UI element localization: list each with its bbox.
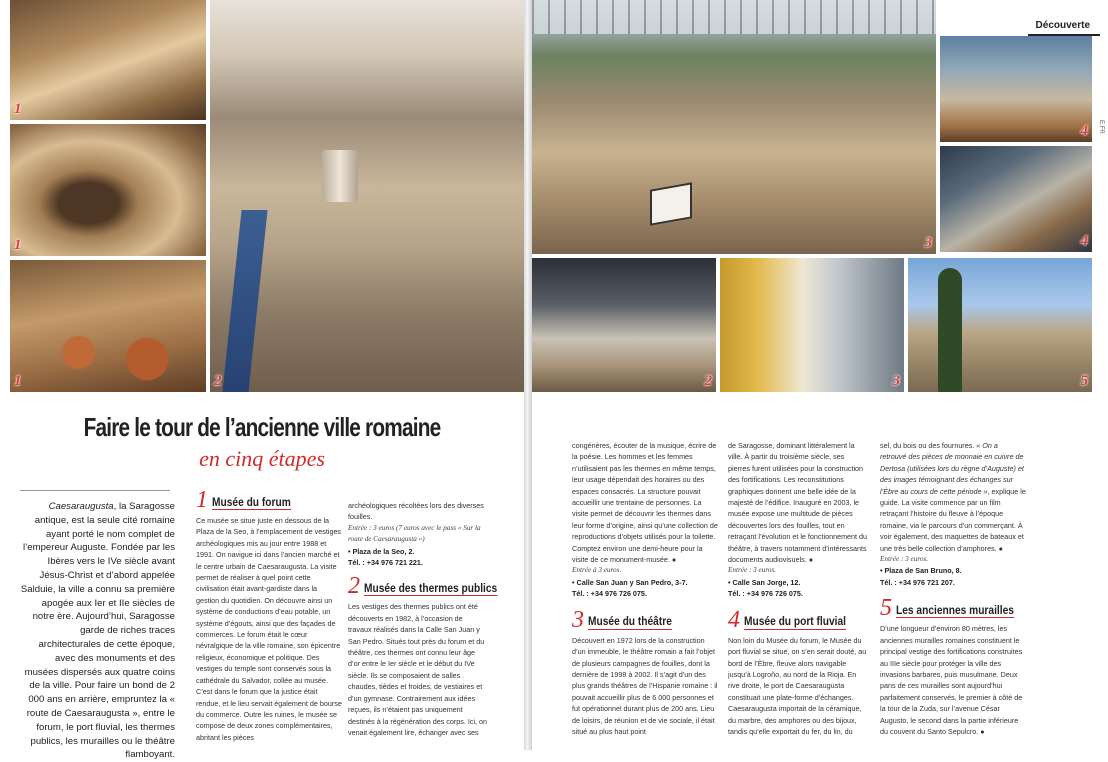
stage-title: Musée du forum: [212, 494, 291, 509]
article-column: [572, 440, 718, 737]
photo-number: 3: [892, 373, 900, 389]
telephone: Tél. : +34 976 721 207.: [880, 577, 955, 587]
folio: E.FR: [1098, 120, 1104, 134]
stage-number: 5: [880, 595, 892, 622]
stage-heading: [196, 487, 342, 513]
stage-body: Découvert en 1972 lors de la construction d’un immeuble, le théâtre romain a fait l’objet de plusieurs campagnes de fouilles, dont la dernière de 1998 à 2002. Il s’agit d’un des plus grands théâtres de l’Hispanie romaine : il pouvait accueillir plus de 6 000 personnes et fut opérationnel durant plus de 200 ans. Lieu de loisirs, de réunion et de vie sociale, il était situé au plus haut point: [572, 635, 718, 736]
telephone: Tél. : +34 976 726 075.: [728, 589, 803, 599]
stage-number: 4: [728, 606, 740, 633]
photo-amphorae: [940, 36, 1092, 142]
stage-number: 2: [348, 573, 360, 600]
intro-text: , la Saragosse antique, est la seule cité romaine ayant porté le nom complet de l’empereur Auguste. Fondée par les Ibères vers le IVe siècle avant Jésus-Christ et d’abord appelée Salduie, la ville a connu sa première apogée aux Ier et IIe siècles de notre ère. Aujourd’hui, Saragosse garde de riches traces architecturales de cette époque, avec des monuments et des musées dispersés aux quatre coins de la ville. Pour faire un bond de 2 000 ans en arrière, empruntez la « route de Caesaraugusta », entre le forum, le port fluvial, les thermes publics, les murailles ou le théâtre flamboyant.: [20, 501, 175, 761]
entry-price: Entrée : 3 euros.: [880, 555, 929, 564]
photo-thermes-channel: [210, 0, 524, 392]
entry-price: Entrée à 3 euros.: [572, 566, 622, 575]
page-title: Faire le tour de l’ancienne ville romaine: [83, 412, 441, 442]
stage-body: Non loin du Musée du forum, le Musée du port fluvial se situe, on s’en serait douté, au bord de l’Èbre, fleuve alors navigable jusqu’à Logroño, au nord de la Rioja. En rive droite, le port de Caesaraugusta constituait une plate-forme d’échanges. Caesaraugusta importait de la céramique, du marbre, des amphores ou des bijoux, tandis qu’elle exportait du fer, du lin, du: [728, 635, 867, 736]
photo-number: 5: [1080, 373, 1088, 389]
stage-title: Les anciennes murailles: [896, 602, 1014, 617]
stage-title: Musée du port fluvial: [744, 614, 847, 629]
stage-heading: [728, 606, 868, 633]
guide-quote: « On a retrouvé des pièces de monnaie en cuivre de Dertosa (utilisées lors du règne d’Auguste) et des images témoignant des échanges sur l’Èbre au cours de cette période »: [880, 441, 1024, 496]
stage-heading: [880, 595, 1026, 622]
photo-forum-well: [10, 124, 206, 256]
photo-number: 2: [214, 373, 222, 389]
page-gutter: [524, 0, 532, 750]
divider: [20, 490, 170, 491]
stage-number: 3: [572, 606, 584, 633]
photo-forum-pottery: [10, 260, 206, 392]
stage-body-part: sel, du bois ou des fournures.: [880, 441, 975, 450]
info-sign: [650, 182, 692, 225]
stage-body: Les vestiges des thermes publics ont été découverts en 1982, à l’occasion de travaux réalisés dans la Calle San Juan y San Pedro. Situés tout près du forum et du théâtre, ces thermes ont connu leur âge d’or entre le Ier siècle et le début du IVe siècle. Ils se composaient de salles chaudes, tièdes et froides, de vestiaires et d’un gymnase. Contrairement aux idées reçues, ils n’étaient pas uniquement destinés à la régénération des corps. Ici, on venait également lire, échanger avec ses: [348, 602, 488, 737]
address: • Calle San Juan y San Pedro, 3-7.: [572, 577, 688, 587]
photo-number: 1: [14, 237, 22, 253]
article-column: [880, 440, 1026, 737]
article-column: [348, 500, 498, 738]
photo-number: 4: [1080, 233, 1088, 249]
article-column: [196, 487, 342, 743]
stage-heading: [572, 606, 718, 633]
stage-title: Musée des thermes publics: [364, 581, 498, 596]
entry-price: Entrée : 3 euros.: [728, 566, 777, 575]
photo-theatre: [532, 0, 936, 254]
photo-number: 2: [704, 373, 712, 389]
address: • Plaza de la Seo, 2.: [348, 546, 415, 556]
photo-number: 4: [1080, 123, 1088, 139]
section-tag: Découverte: [1035, 20, 1090, 31]
stage-body: archéologiques récoltées lors des diverses fouilles.: [348, 501, 484, 522]
photo-port-vitrine: [940, 146, 1092, 252]
address: • Plaza de San Bruno, 8.: [880, 566, 962, 576]
stage-body: D’une longueur d’environ 80 mètres, les anciennes murailles romaines constituent le principal vestige des fortifications construites au IIIe siècle pour protéger la ville des invasions barbares, puis musulmane. Deux pans de ces murailles sont aujourd’hui parfaitement conservés, le premier à côté de la tour de la Zuda, sur l’avenue César Augusto, le second dans la partie inférieure du couvent du Santo Sepulcro. ●: [880, 624, 1023, 736]
photo-forum-ruins: [10, 0, 206, 120]
cypress-tree: [938, 268, 962, 392]
telephone: Tél. : +34 976 726 075.: [572, 589, 647, 599]
address: • Calle San Jorge, 12.: [728, 577, 801, 587]
stage-title: Musée du théâtre: [588, 614, 672, 629]
canopy-roof: [532, 0, 936, 34]
intro-lead: Caesaraugusta: [48, 501, 114, 512]
column-base: [322, 150, 358, 202]
water-channel: [222, 210, 267, 392]
photo-number: 3: [924, 235, 932, 251]
stage-body: Ce musée se situe juste en dessous de la Plaza de la Seo, à l’emplacement de vestiges archéologiques mis au jour entre 1988 et 1991. On navigue ici dans l’ancien marché et le centre urbain de Caesaraugusta. La visite permet de réaliser à quel point cette civilisation était avant-gardiste dans la gestion du quotidien. On découvre ainsi un système de conductions d’eau potable, un système d’égouts, ainsi que des façades de commerces. Le forum était le cœur névralgique de la ville romaine, son épicentre religieux, économique et politique. Des vestiges du temple sont conservés sous la cathédrale du Salvador, collée au musée. C’est dans le forum que la justice était rendue, et le lieu servait également de bourse du commerce. Outre les ruines, le musée se compose de deux zones complémentaires, abritant les pièces: [196, 516, 342, 742]
photo-port-museum: [720, 258, 904, 392]
stage-body-part: , explique le guide. La visite commence par un film retraçant l’histoire du fleuve à l’époque romaine, via le parcours d’un commerçant. À voir également, des maquettes de bateaux et une très belle collection d’amphores. ●: [880, 486, 1026, 553]
photo-thermes-pool: [532, 258, 716, 392]
entry-price: Entrée : 3 euros (7 euros avec le pass « Sur la route de Caesaraugusta »): [348, 523, 481, 544]
article-column: [728, 440, 868, 737]
stage-heading: [348, 573, 498, 600]
stage-body: de Saragosse, dominant littéralement la ville. À partir du troisième siècle, ses pierres furent utilisées pour la construction des fortifications. Les reconstitutions graphiques donnent une belle idée de la majesté de l’édifice. Inauguré en 2003, le musée expose une multitude de pièces découvertes lors des fouilles, tout en retraçant l’évolution et le fonctionnement du théâtre, à travers notamment d’intéressants documents audiovisuels. ●: [728, 441, 868, 565]
stage-body: [880, 440, 1026, 554]
telephone: Tél. : +34 976 721 221.: [348, 558, 423, 568]
page-subtitle: en cinq étapes: [199, 446, 325, 471]
photo-number: 1: [14, 373, 22, 389]
stage-body: congénères, écouter de la musique, écrire de la poésie. Les hommes et les femmes n’utilisaient pas les thermes en même temps, leur usage dépendait des horaires ou des espaces consacrés. La structure pouvait accueillir une trentaine de personnes. La visite permet de découvrir les thermes dans leur forme d’origine, ainsi qu’une collection de reproductions d’objets utilisés pour la toilette. Comptez environ une demi-heure pour la visite de ce monument-musée. ●: [572, 441, 718, 565]
intro-paragraph: [20, 500, 175, 762]
stage-number: 1: [196, 487, 208, 513]
photo-walls: [908, 258, 1092, 392]
photo-number: 1: [14, 101, 22, 117]
